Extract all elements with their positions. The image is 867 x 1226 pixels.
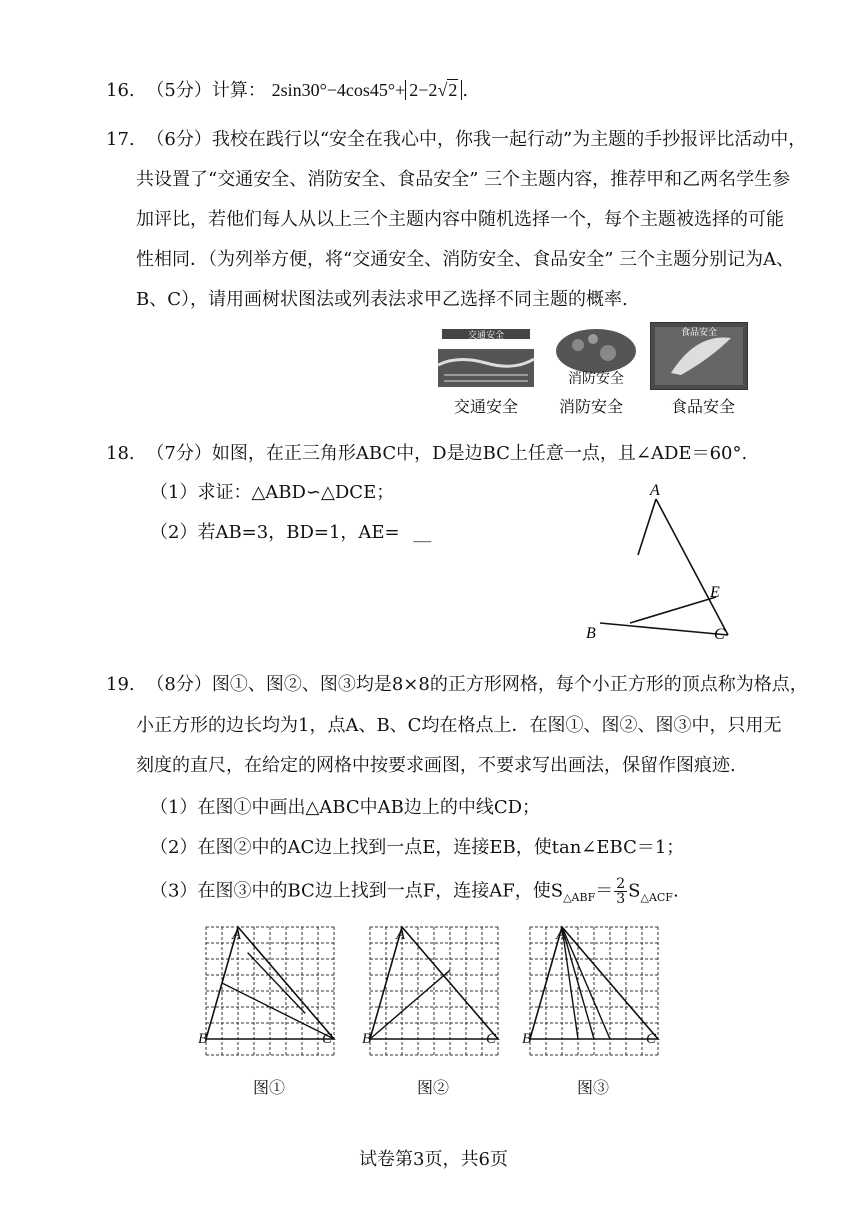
construction-line <box>248 953 306 1014</box>
construction-line <box>562 927 610 1039</box>
q16-score: （5分） <box>146 80 212 101</box>
q16-number: 16. <box>106 80 135 101</box>
q19-part-3 <box>150 877 679 910</box>
caption-fire: 消防安全 <box>558 397 623 416</box>
label-a: A <box>556 927 566 943</box>
caption-traffic: 交通安全 <box>453 397 518 416</box>
q19-fraction <box>614 877 627 906</box>
q16-abs-inner: 2−2 <box>409 80 438 100</box>
q19-frac-num: 2 <box>616 876 626 892</box>
q17-line-5: B、C），请用画树状图法或列表法求甲乙选择不同主题的概率. <box>136 289 628 310</box>
grid-figure-3 <box>520 919 666 1069</box>
q18-intro-line <box>106 442 747 466</box>
q19-number: 19. <box>106 674 135 695</box>
q16-text: 计算： <box>211 80 266 101</box>
label-a: A <box>232 927 242 943</box>
q18-label-c: C <box>714 626 725 643</box>
grid-figure-1 <box>196 919 342 1069</box>
q18-side-ab <box>638 499 656 555</box>
q19-line-3: 刻度的直尺，在给定的网格中按要求画图，不要求写出画法，保留作图痕迹. <box>136 755 736 776</box>
label-c: C <box>486 1031 497 1047</box>
q17-line-2: 共设置了“交通安全、消防安全、食品安全” 三个主题内容，推荐甲和乙两名学生参 <box>136 169 791 190</box>
label-b: B <box>522 1031 532 1047</box>
q16-end: . <box>462 80 469 101</box>
poster-fire-logo-text: 消防安全 <box>568 371 624 387</box>
q18-triangle-figure <box>570 475 750 645</box>
q18-part-1: （1）求证：△ABD∽△DCE； <box>150 482 395 503</box>
q16 <box>106 78 468 103</box>
grid-figure-3-caption: 图③ <box>576 1078 609 1097</box>
q17-text-1: 我校在践行以“安全在我心中，你我一起行动”为主题的手抄报评比活动中， <box>211 129 807 150</box>
q18-label-b: B <box>586 625 596 642</box>
q19-sub-acf: △ACF <box>640 891 673 905</box>
q19-text-1: 图①、图②、图③均是8×8的正方形网格，每个小正方形的顶点称为格点， <box>211 674 808 695</box>
q19-part-1: （1）在图①中画出△ABC中AB边上的中线CD； <box>150 797 541 818</box>
q19-line-2: 小正方形的边长均为1，点A、B、C均在格点上．在图①、图②、图③中，只用无 <box>136 715 782 736</box>
poster-traffic-logo-text: 交通安全 <box>467 331 505 341</box>
q18-label-a: A <box>650 482 660 499</box>
q19-sub-abf: △ABF <box>563 891 596 905</box>
poster-food-image <box>650 322 748 390</box>
q18-part-2 <box>150 521 431 545</box>
q16-abs: 2−2√2 <box>405 80 462 100</box>
q19-frac-den: 3 <box>616 891 626 907</box>
q18-label-e: E <box>710 584 720 601</box>
q18-segment-de <box>630 597 716 623</box>
q19-score: （8分） <box>146 674 212 695</box>
q19-part-2: （2）在图②中的AC边上找到一点E，连接EB，使tan∠EBC＝1； <box>150 837 685 858</box>
caption-food: 食品安全 <box>670 397 735 416</box>
q19-s2: S <box>628 880 641 902</box>
q19-part-3-text: （3）在图③中的BC边上找到一点F，连接AF，使S <box>150 880 564 902</box>
q17-line-4: 性相同．（为列举方便，将“交通安全、消防安全、食品安全” 三个主题分别记为A、 <box>136 249 795 270</box>
q18-side-ac <box>656 499 728 635</box>
q17-line-1 <box>106 128 806 152</box>
label-a: A <box>396 927 406 943</box>
construction-line <box>370 970 450 1039</box>
q19-line-1 <box>106 673 808 697</box>
q16-expr-b: −4cos45°+ <box>326 80 406 100</box>
q19-end: . <box>672 880 679 902</box>
q19-eq: ＝ <box>595 880 614 902</box>
poster-food-logo-text: 食品安全 <box>680 328 718 338</box>
q18-side-bc <box>600 623 728 635</box>
label-c: C <box>646 1031 657 1047</box>
label-b: B <box>198 1031 208 1047</box>
q17-score: （6分） <box>146 129 212 150</box>
poster-traffic-image <box>438 325 534 387</box>
q18-intro: 如图，在正三角形ABC中，D是边BC上任意一点，且∠ADE＝60°. <box>211 443 748 464</box>
q18-part-2-text: （2）若AB=3，BD=1，AE= <box>150 522 400 543</box>
q18-score: （7分） <box>146 443 212 464</box>
label-b: B <box>362 1031 372 1047</box>
q18-answer-blank: __ <box>413 522 432 543</box>
q17-number: 17. <box>106 129 135 150</box>
grid-figure-2-caption: 图② <box>416 1078 449 1097</box>
grid-figure-2 <box>360 919 506 1069</box>
q16-sqrt-arg: 2 <box>448 80 458 100</box>
q16-expr-a: 2sin30° <box>271 80 327 100</box>
page-footer: 试卷第3页，共6页 <box>359 1149 508 1170</box>
q18-number: 18. <box>106 443 135 464</box>
q17-line-3: 加评比，若他们每人从以上三个主题内容中随机选择一个，每个主题被选择的可能 <box>136 209 784 230</box>
grid-figure-1-caption: 图① <box>252 1078 285 1097</box>
poster-fire-image <box>553 325 649 387</box>
label-c: C <box>322 1031 333 1047</box>
